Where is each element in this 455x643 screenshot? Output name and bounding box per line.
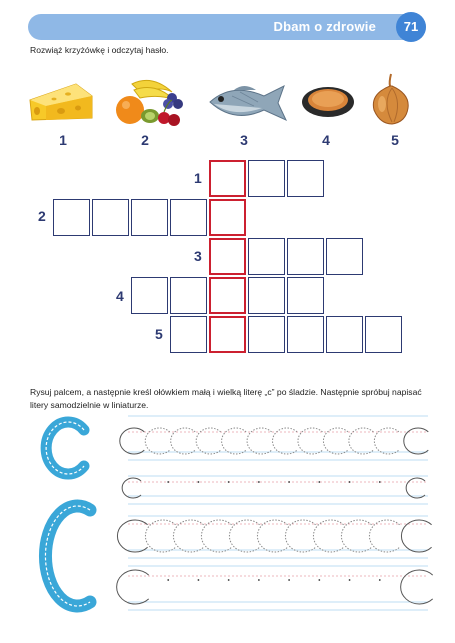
crossword-cell[interactable]: [53, 199, 90, 236]
trace-letter-c: [122, 478, 141, 498]
picture-number-4: 4: [322, 132, 330, 148]
crossword-cell[interactable]: [131, 277, 168, 314]
trace-letter-c: [401, 570, 433, 604]
crossword-cell[interactable]: [248, 277, 285, 314]
trace-letter-c: [173, 520, 203, 552]
start-dot: [167, 481, 169, 483]
start-dot: [288, 579, 290, 581]
cheese-icon: [26, 80, 96, 124]
crossword-cell-key[interactable]: [209, 199, 246, 236]
crossword-cell[interactable]: [248, 316, 285, 353]
picture-number-5: 5: [391, 132, 399, 148]
crossword-cell-key[interactable]: [209, 238, 246, 275]
trace-letter-c: [247, 428, 272, 454]
start-dot: [349, 579, 351, 581]
trace-letter-c: [201, 520, 231, 552]
picture-number-1: 1: [59, 132, 67, 148]
trace-letter-c: [401, 520, 431, 552]
start-dot: [318, 579, 320, 581]
crossword-cell-key[interactable]: [209, 160, 246, 197]
crossword-cell[interactable]: [170, 199, 207, 236]
crossword-cell[interactable]: [287, 316, 324, 353]
start-dot: [379, 481, 381, 483]
small-c-trace-icon[interactable]: [40, 414, 96, 480]
crossword-cell[interactable]: [170, 316, 207, 353]
clue-number-1: 1: [194, 170, 202, 186]
capital-c-trace-icon[interactable]: [36, 494, 102, 616]
page-header: [28, 14, 426, 40]
crossword-cell[interactable]: [326, 316, 363, 353]
task2-instruction: [30, 386, 422, 412]
trace-letter-c: [117, 520, 147, 552]
trace-letter-c: [406, 478, 425, 498]
fish-icon: [204, 80, 290, 126]
trace-letter-c: [374, 428, 399, 454]
trace-letter-c: [257, 520, 287, 552]
clue-number-5: 5: [155, 326, 163, 342]
fruit-icon: [112, 74, 192, 130]
onion-icon: [368, 72, 414, 126]
page-number: 71: [396, 12, 426, 42]
trace-letter-c: [369, 520, 399, 552]
start-dot: [258, 481, 260, 483]
trace-letter-c: [229, 520, 259, 552]
trace-letter-c: [341, 520, 371, 552]
trace-letter-c: [117, 570, 149, 604]
start-dot: [228, 579, 230, 581]
start-dot: [228, 481, 230, 483]
crossword-cell[interactable]: [365, 316, 402, 353]
crossword-cell[interactable]: [131, 199, 168, 236]
trace-letter-c: [285, 520, 315, 552]
crossword-cell[interactable]: [170, 277, 207, 314]
crossword-cell[interactable]: [287, 238, 324, 275]
picture-number-3: 3: [240, 132, 248, 148]
handwriting-practice-area[interactable]: [128, 412, 428, 618]
crossword-cell[interactable]: [326, 238, 363, 275]
task1-instruction: Rozwiąż krzyżówkę i odczytaj hasło.: [30, 45, 169, 55]
crossword-cell[interactable]: [92, 199, 129, 236]
pan-icon: [300, 84, 356, 120]
start-dot: [318, 481, 320, 483]
crossword-cell[interactable]: [248, 160, 285, 197]
crossword-cell[interactable]: [248, 238, 285, 275]
crossword-cell[interactable]: [287, 277, 324, 314]
start-dot: [258, 579, 260, 581]
clue-number-3: 3: [194, 248, 202, 264]
trace-letter-c: [145, 520, 175, 552]
crossword-cell-key[interactable]: [209, 277, 246, 314]
trace-letter-c: [171, 428, 196, 454]
start-dot: [167, 579, 169, 581]
start-dot: [379, 579, 381, 581]
start-dot: [288, 481, 290, 483]
task2-instruction-line-2: litery samodzielnie w liniaturze.: [30, 400, 149, 410]
picture-number-2: 2: [141, 132, 149, 148]
crossword-cell[interactable]: [287, 160, 324, 197]
trace-letter-c: [313, 520, 343, 552]
page-title: Dbam o zdrowie: [273, 19, 376, 34]
task2-instruction-line-1: Rysuj palcem, a następnie kreśl ołówkiem małą i wielką literę „c” po śladzie. Następnie spróbuj napisać: [30, 387, 422, 397]
start-dot: [198, 481, 200, 483]
clue-number-4: 4: [116, 288, 124, 304]
start-dot: [198, 579, 200, 581]
start-dot: [349, 481, 351, 483]
crossword-cell-key[interactable]: [209, 316, 246, 353]
clue-number-2: 2: [38, 208, 46, 224]
